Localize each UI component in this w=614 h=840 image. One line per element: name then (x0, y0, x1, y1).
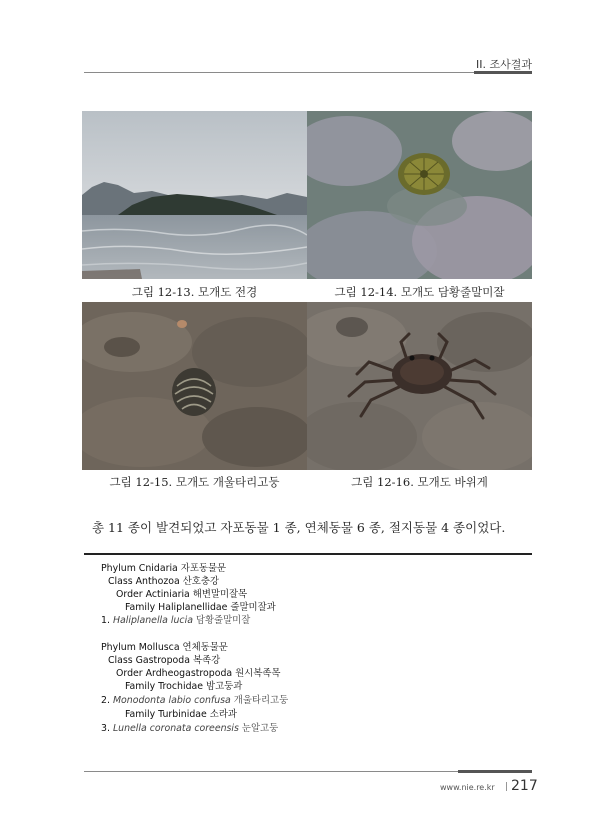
taxon-class: Class Anthozoa 산호충강 (108, 576, 219, 587)
species-scientific-name: Monodonta labio confusa (112, 695, 231, 706)
species-summary: 총 11 종이 발견되었고 자포동물 1 종, 연체동물 6 종, 절지동물 4 종이었다. (92, 520, 506, 535)
species-korean-name: 개울타리고둥 (233, 695, 289, 706)
species-entry (101, 615, 250, 627)
footer-accent-bar (458, 770, 532, 773)
taxon-family: Family Haliplanellidae 줄말미잘과 (125, 602, 276, 613)
taxon-class: Class Gastropoda 복족강 (108, 655, 221, 666)
figure-caption-16: 그림 12-16. 모개도 바위게 (351, 475, 488, 489)
species-number: 2. (101, 695, 110, 706)
taxon-order: Order Ardheogastropoda 원시복족목 (116, 668, 281, 679)
species-korean-name: 담황줄말미잘 (195, 615, 251, 626)
figure-caption-14: 그림 12-14. 모개도 담황줄말미잘 (334, 285, 505, 299)
section-title: II. 조사결과 (476, 58, 532, 71)
footer-separator: | (505, 782, 509, 792)
figure-caption-15: 그림 12-15. 모개도 개울타리고둥 (109, 475, 280, 489)
species-scientific-name: Lunella coronata coreensis (112, 723, 239, 734)
photo-island-view (82, 111, 307, 279)
taxon-family: Family Turbinidae 소라과 (125, 709, 237, 720)
footer-website-link[interactable]: www.nie.re.kr (440, 783, 495, 792)
header-accent-bar (474, 71, 532, 74)
species-number: 3. (101, 723, 110, 734)
page-number: 217 (511, 778, 538, 794)
taxon-phylum: Phylum Mollusca 연체동물문 (101, 642, 228, 653)
species-korean-name: 눈알고둥 (241, 723, 279, 734)
figure-caption-13: 그림 12-13. 모개도 전경 (131, 285, 258, 299)
section-divider (84, 553, 532, 555)
header-divider (84, 72, 532, 73)
species-entry (101, 695, 288, 707)
taxon-family: Family Trochidae 밤고둥과 (125, 681, 243, 692)
taxon-phylum: Phylum Cnidaria 자포동물문 (101, 563, 227, 574)
species-number: 1. (101, 615, 110, 626)
species-scientific-name: Haliplanella lucia (112, 615, 193, 626)
photo-crab (307, 302, 532, 470)
photo-sea-anemone (307, 111, 532, 279)
taxon-order: Order Actiniaria 해변말미잘목 (116, 589, 248, 600)
species-entry (101, 723, 278, 735)
photo-snail (82, 302, 307, 470)
